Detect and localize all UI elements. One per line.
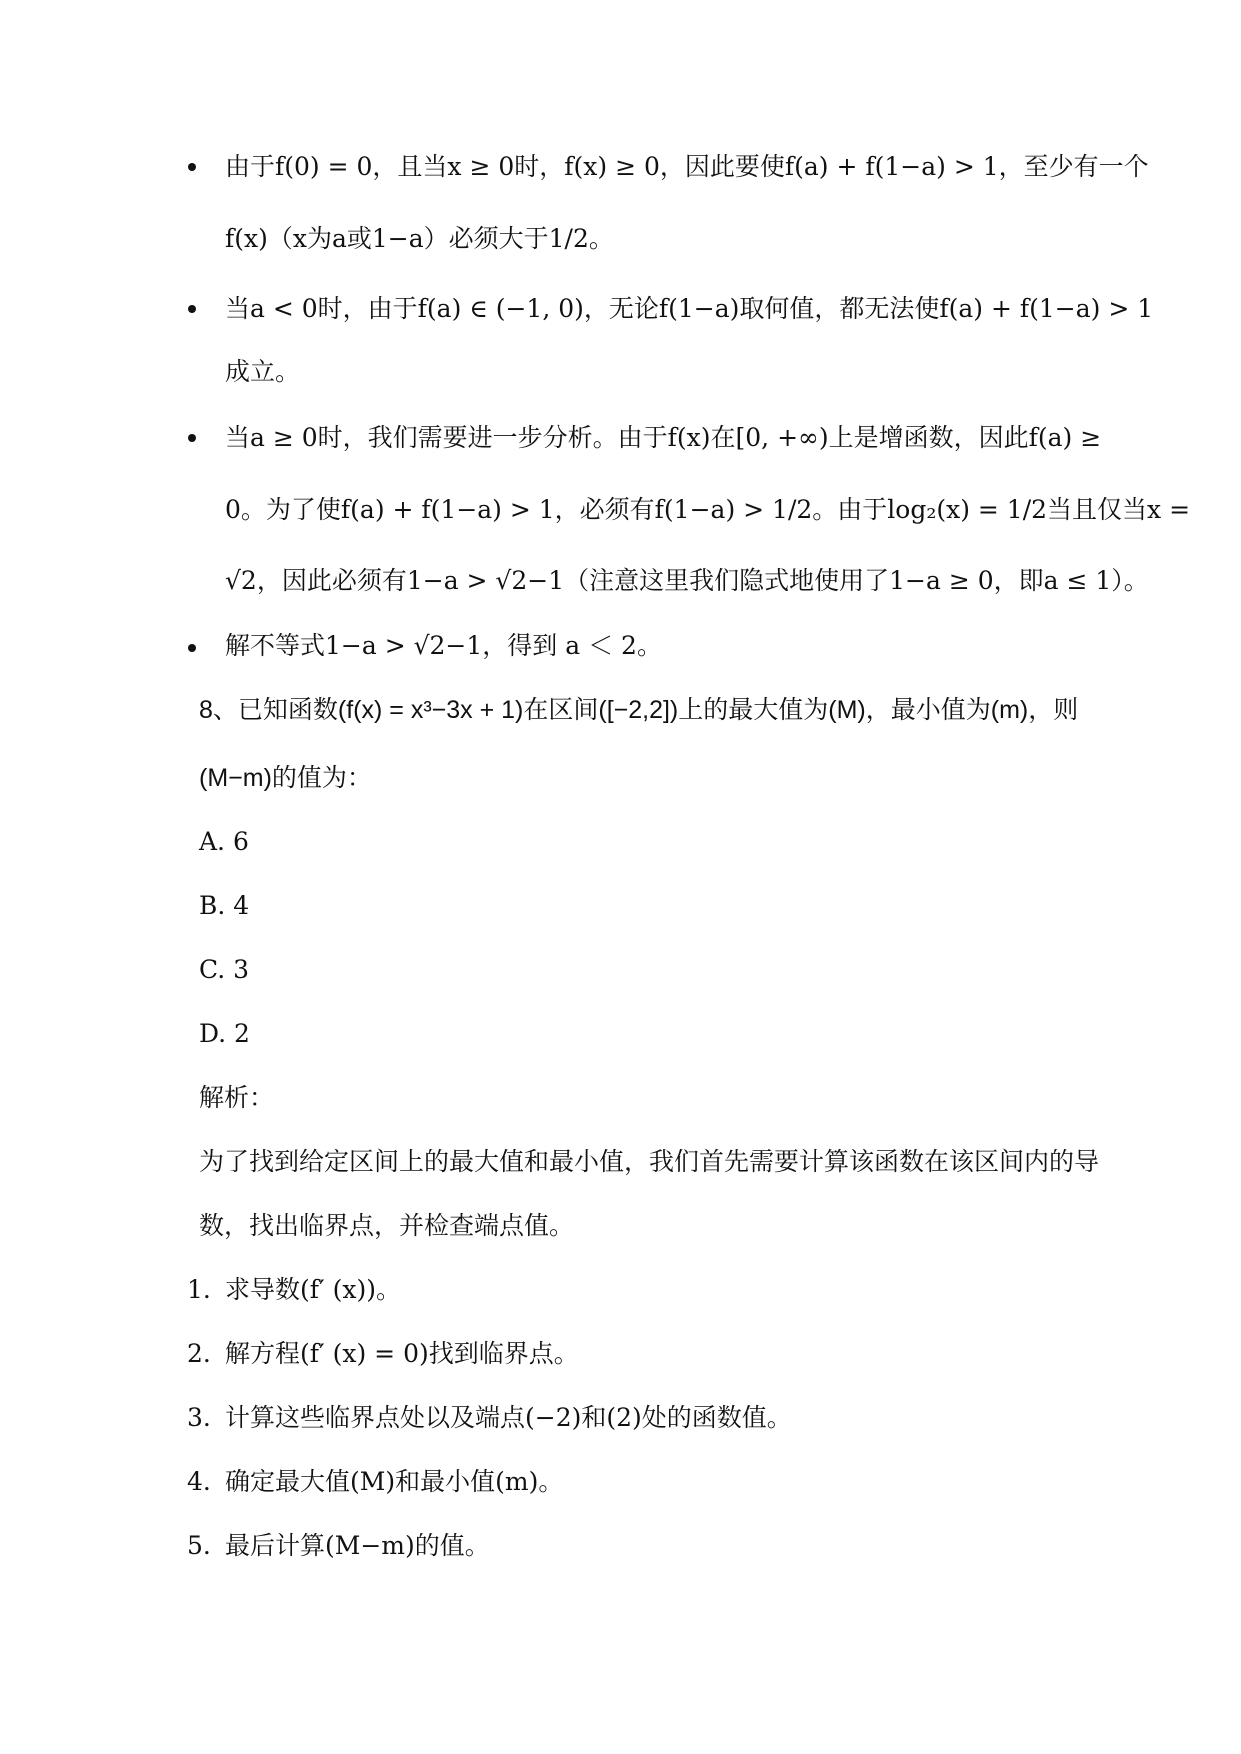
bullet-dot <box>188 644 196 652</box>
bullet-3-line-1: 当a ≥ 0时，我们需要进一步分析。由于f(x)在[0, +∞)上是增函数，因此f(a) ≥ <box>225 423 1102 452</box>
step-5-text: 最后计算(M−m)的值。 <box>225 1531 490 1560</box>
step-2-text: 解方程(f′ (x) = 0)找到临界点。 <box>225 1339 579 1368</box>
step-3-number: 3. <box>187 1403 211 1432</box>
option-d: D. 2 <box>199 1019 250 1048</box>
bullet-dot <box>188 305 196 313</box>
step-3-text: 计算这些临界点处以及端点(−2)和(2)处的函数值。 <box>225 1403 792 1432</box>
bullet-1-line-1: 由于f(0) = 0，且当x ≥ 0时，f(x) ≥ 0，因此要使f(a) + f(1−a) > 1，至少有一个 <box>225 152 1149 181</box>
step-1-text: 求导数(f′ (x))。 <box>225 1275 401 1304</box>
bullet-3-line-2: 0。为了使f(a) + f(1−a) > 1，必须有f(1−a) > 1/2。由于log₂(x) = 1/2当且仅当x = <box>225 495 1191 524</box>
step-5-number: 5. <box>187 1531 211 1560</box>
bullet-dot <box>188 163 196 171</box>
step-1-number: 1. <box>187 1275 211 1304</box>
bullet-2-line-2: 成立。 <box>225 357 301 386</box>
bullet-2-line-1: 当a < 0时，由于f(a) ∈ (−1, 0)，无论f(1−a)取何值，都无法使f(a) + f(1−a) > 1 <box>225 294 1154 323</box>
step-4-text: 确定最大值(M)和最小值(m)。 <box>225 1467 564 1496</box>
step-4-number: 4. <box>187 1467 211 1496</box>
bullet-dot <box>188 434 196 442</box>
bullet-3-line-3: √2，因此必须有1−a > √2−1（注意这里我们隐式地使用了1−a ≥ 0，即a ≤ 1）。 <box>225 566 1149 595</box>
analysis-label: 解析： <box>199 1083 275 1112</box>
option-a: A. 6 <box>199 827 249 856</box>
question-line-1: 8、已知函数(f(x) = x³−3x + 1)在区间([−2,2])上的最大值为(M)，最小值为(m)，则 <box>199 696 1079 724</box>
option-c: C. 3 <box>199 955 250 984</box>
step-2-number: 2. <box>187 1339 211 1368</box>
bullet-1-line-2: f(x)（x为a或1−a）必须大于1/2。 <box>225 224 614 253</box>
analysis-line-1: 为了找到给定区间上的最大值和最小值，我们首先需要计算该函数在该区间内的导 <box>199 1147 1100 1176</box>
bullet-4-line-1: 解不等式1−a > √2−1，得到 a ＜ 2。 <box>225 631 662 660</box>
analysis-line-2: 数，找出临界点，并检查端点值。 <box>199 1211 575 1240</box>
question-line-2: (M−m)的值为： <box>199 764 372 792</box>
option-b: B. 4 <box>199 891 250 920</box>
